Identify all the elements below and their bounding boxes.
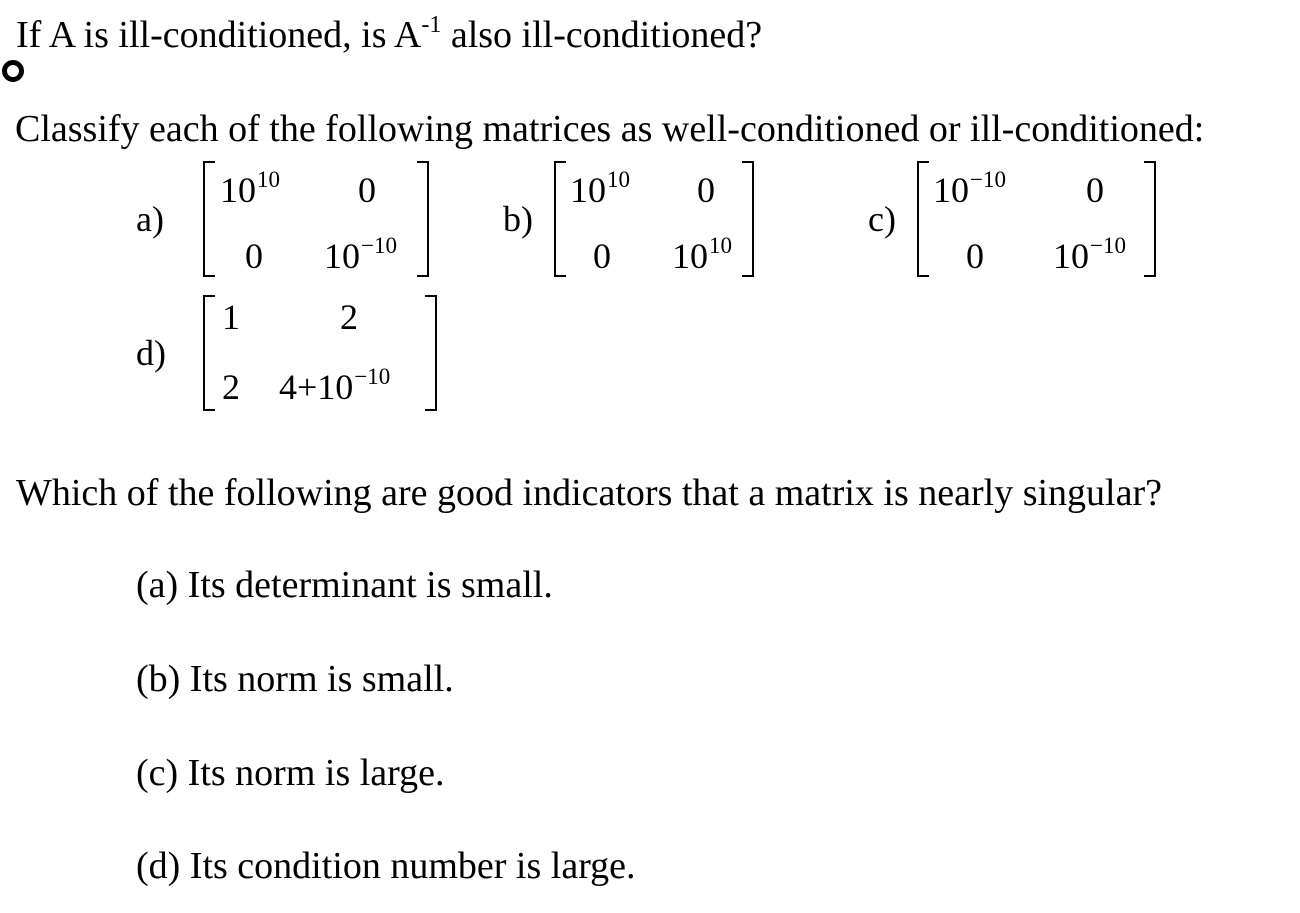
option-c: (c) Its norm is large. [136,752,445,794]
matrix-d [203,295,437,411]
question-1-prefix: If A is ill-conditioned, is A [16,14,422,56]
matrix-d-right-bracket [425,295,437,411]
matrix-b-right-bracket [742,161,754,277]
matrix-c-label: c) [868,199,896,239]
matrix-c-cell-r1c1: $10^{-10}$ [1053,233,1126,276]
option-b: (b) Its norm is small. [136,658,454,700]
question-3: Which of the following are good indicators that a matrix is nearly singular? [16,472,1162,514]
circle-cursor-icon [2,60,24,82]
matrix-d-label: d) [136,333,166,373]
question-2: Classify each of the following matrices as well-conditioned or ill-conditioned: [15,108,1205,150]
question-1 [16,12,763,56]
matrix-d-cell-r1c1: $4+10^{-10}$ [279,364,391,407]
matrix-b-cell-r0c0: $10^{10}$ [570,167,630,210]
question-1-suffix: also ill-conditioned? [441,14,763,56]
matrix-c-left-bracket [917,161,929,277]
matrix-c-cell-r0c0: $10^{-10}$ [933,167,1006,210]
matrix-b-cell-r1c1: $10^{10}$ [672,233,732,276]
matrix-b [554,161,754,277]
matrix-a-cell-r1c1: $10^{-10}$ [324,233,397,276]
matrix-c-cell-r0c1: 0 [1086,170,1104,210]
matrix-d-cell-r0c0: 1 [222,297,240,337]
matrix-b-label: b) [503,199,533,239]
option-d: (d) Its condition number is large. [136,845,636,887]
matrix-c-cell-r1c0: 0 [966,236,984,276]
matrix-d-cell-r1c0: 2 [222,367,240,407]
question-1-superscript: -1 [421,12,442,38]
matrix-a-cell-r0c0: $10^{10}$ [220,167,280,210]
matrix-b-left-bracket [554,161,566,277]
matrix-c-right-bracket [1144,161,1156,277]
matrix-d-left-bracket [203,295,215,411]
matrix-a-right-bracket [417,161,429,277]
matrix-d-cell-r0c1: 2 [340,297,358,337]
matrix-a-cell-r0c1: 0 [358,170,376,210]
matrix-a [203,161,429,277]
matrix-c [917,161,1156,277]
matrix-a-left-bracket [203,161,215,277]
matrix-a-cell-r1c0: 0 [245,236,263,276]
matrix-a-label: a) [136,199,164,239]
matrix-b-cell-r1c0: 0 [593,236,611,276]
matrix-b-cell-r0c1: 0 [697,170,715,210]
option-a: (a) Its determinant is small. [136,564,553,606]
